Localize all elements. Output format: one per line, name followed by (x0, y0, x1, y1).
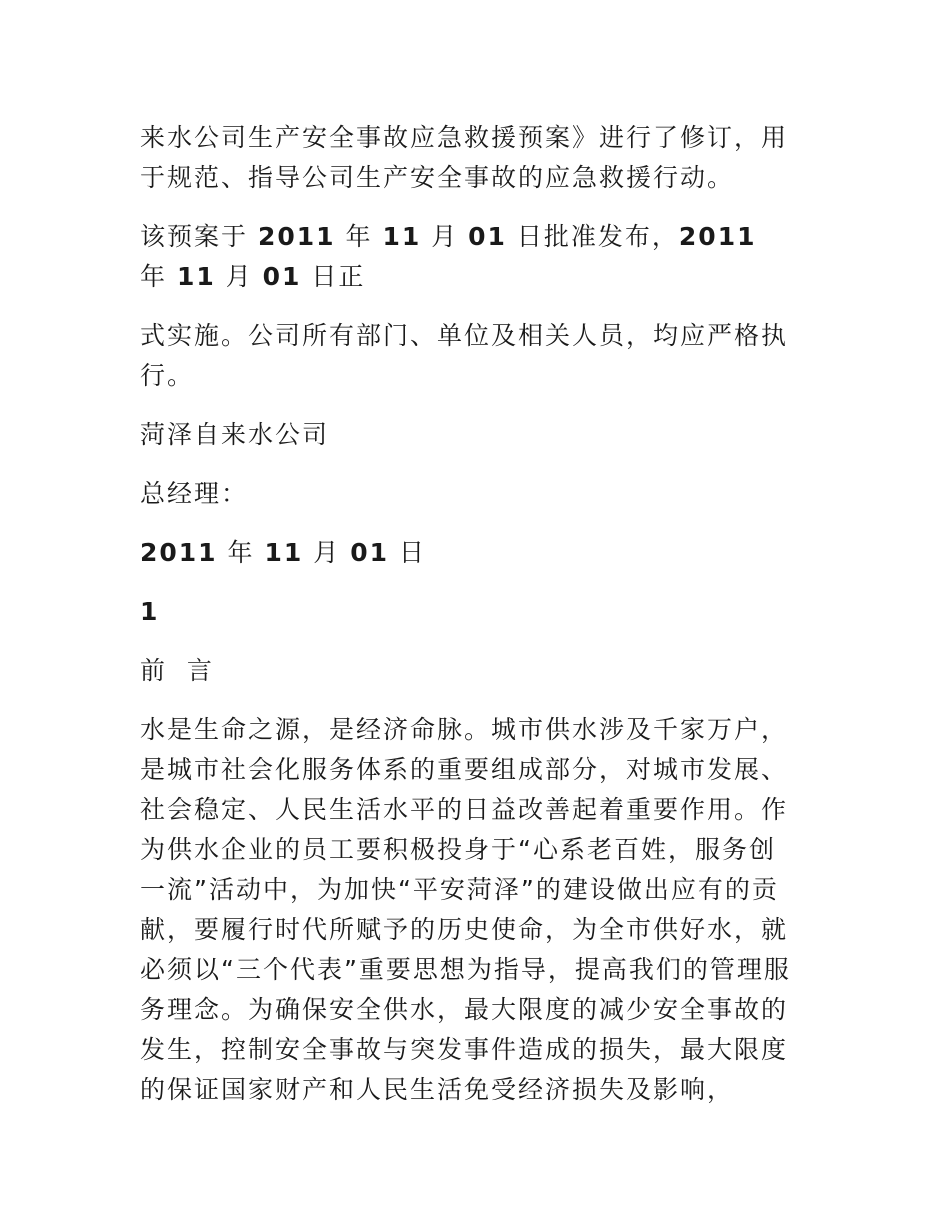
effective-year: 2011 (678, 222, 757, 251)
month-unit: 月 (421, 222, 469, 251)
year-unit: 年 (140, 222, 767, 291)
paragraph-implementation: 式实施。公司所有部门、单位及相关人员，均应严格执行。 (140, 321, 789, 390)
signature-day: 01 (350, 538, 389, 567)
paragraph-approval-date (140, 217, 792, 297)
year-unit: 年 (217, 538, 265, 567)
signature-year: 2011 (140, 538, 218, 567)
body-paragraph: 水是生命之源，是经济命脉。城市供水涉及千家万户，是城市社会化服务体系的重要组成部分，对城市发展、社会稳定、人民生活水平的日益改善起着重要作用。作为供水企业的员工要积极投身于“心系老百姓，服务创一流”活动中，为加快“平安菏泽”的建设做出应有的贡献，要履行时代所赋予的历史使命，为全市供好水，就必须以“三个代表”重要思想为指导，提高我们的管理服务理念。为确保安全供水，最大限度的减少安全事故的发生，控制安全事故与突发事件造成的损失，最大限度的保证国家财产和人民生活免受经济损失及影响， (140, 715, 791, 1104)
approval-year: 2011 (257, 222, 336, 251)
effective-day: 01 (262, 262, 302, 291)
company-name: 菏泽自来水公司 (140, 420, 330, 449)
section-title: 前 言 (140, 656, 214, 685)
document-page (140, 118, 792, 1129)
signature-month: 11 (264, 538, 304, 567)
signature-date (140, 533, 792, 573)
approval-prefix: 该预案于 (140, 222, 258, 251)
approval-day: 01 (468, 222, 507, 251)
year-unit: 年 (335, 222, 383, 251)
approval-month: 11 (382, 222, 422, 251)
month-unit: 月 (215, 262, 263, 291)
general-manager-label: 总经理： (140, 479, 249, 508)
page-number: 1 (140, 597, 160, 626)
paragraph-revision: 来水公司生产安全事故应急救援预案》进行了修订，用于规范、指导公司生产安全事故的应急救援行动。 (140, 123, 789, 192)
effective-month: 11 (176, 262, 216, 291)
day-unit: 日 (389, 538, 426, 567)
month-unit: 月 (303, 538, 351, 567)
approval-text: 日批准发布， (506, 222, 679, 251)
day-unit: 日正 (301, 262, 366, 291)
